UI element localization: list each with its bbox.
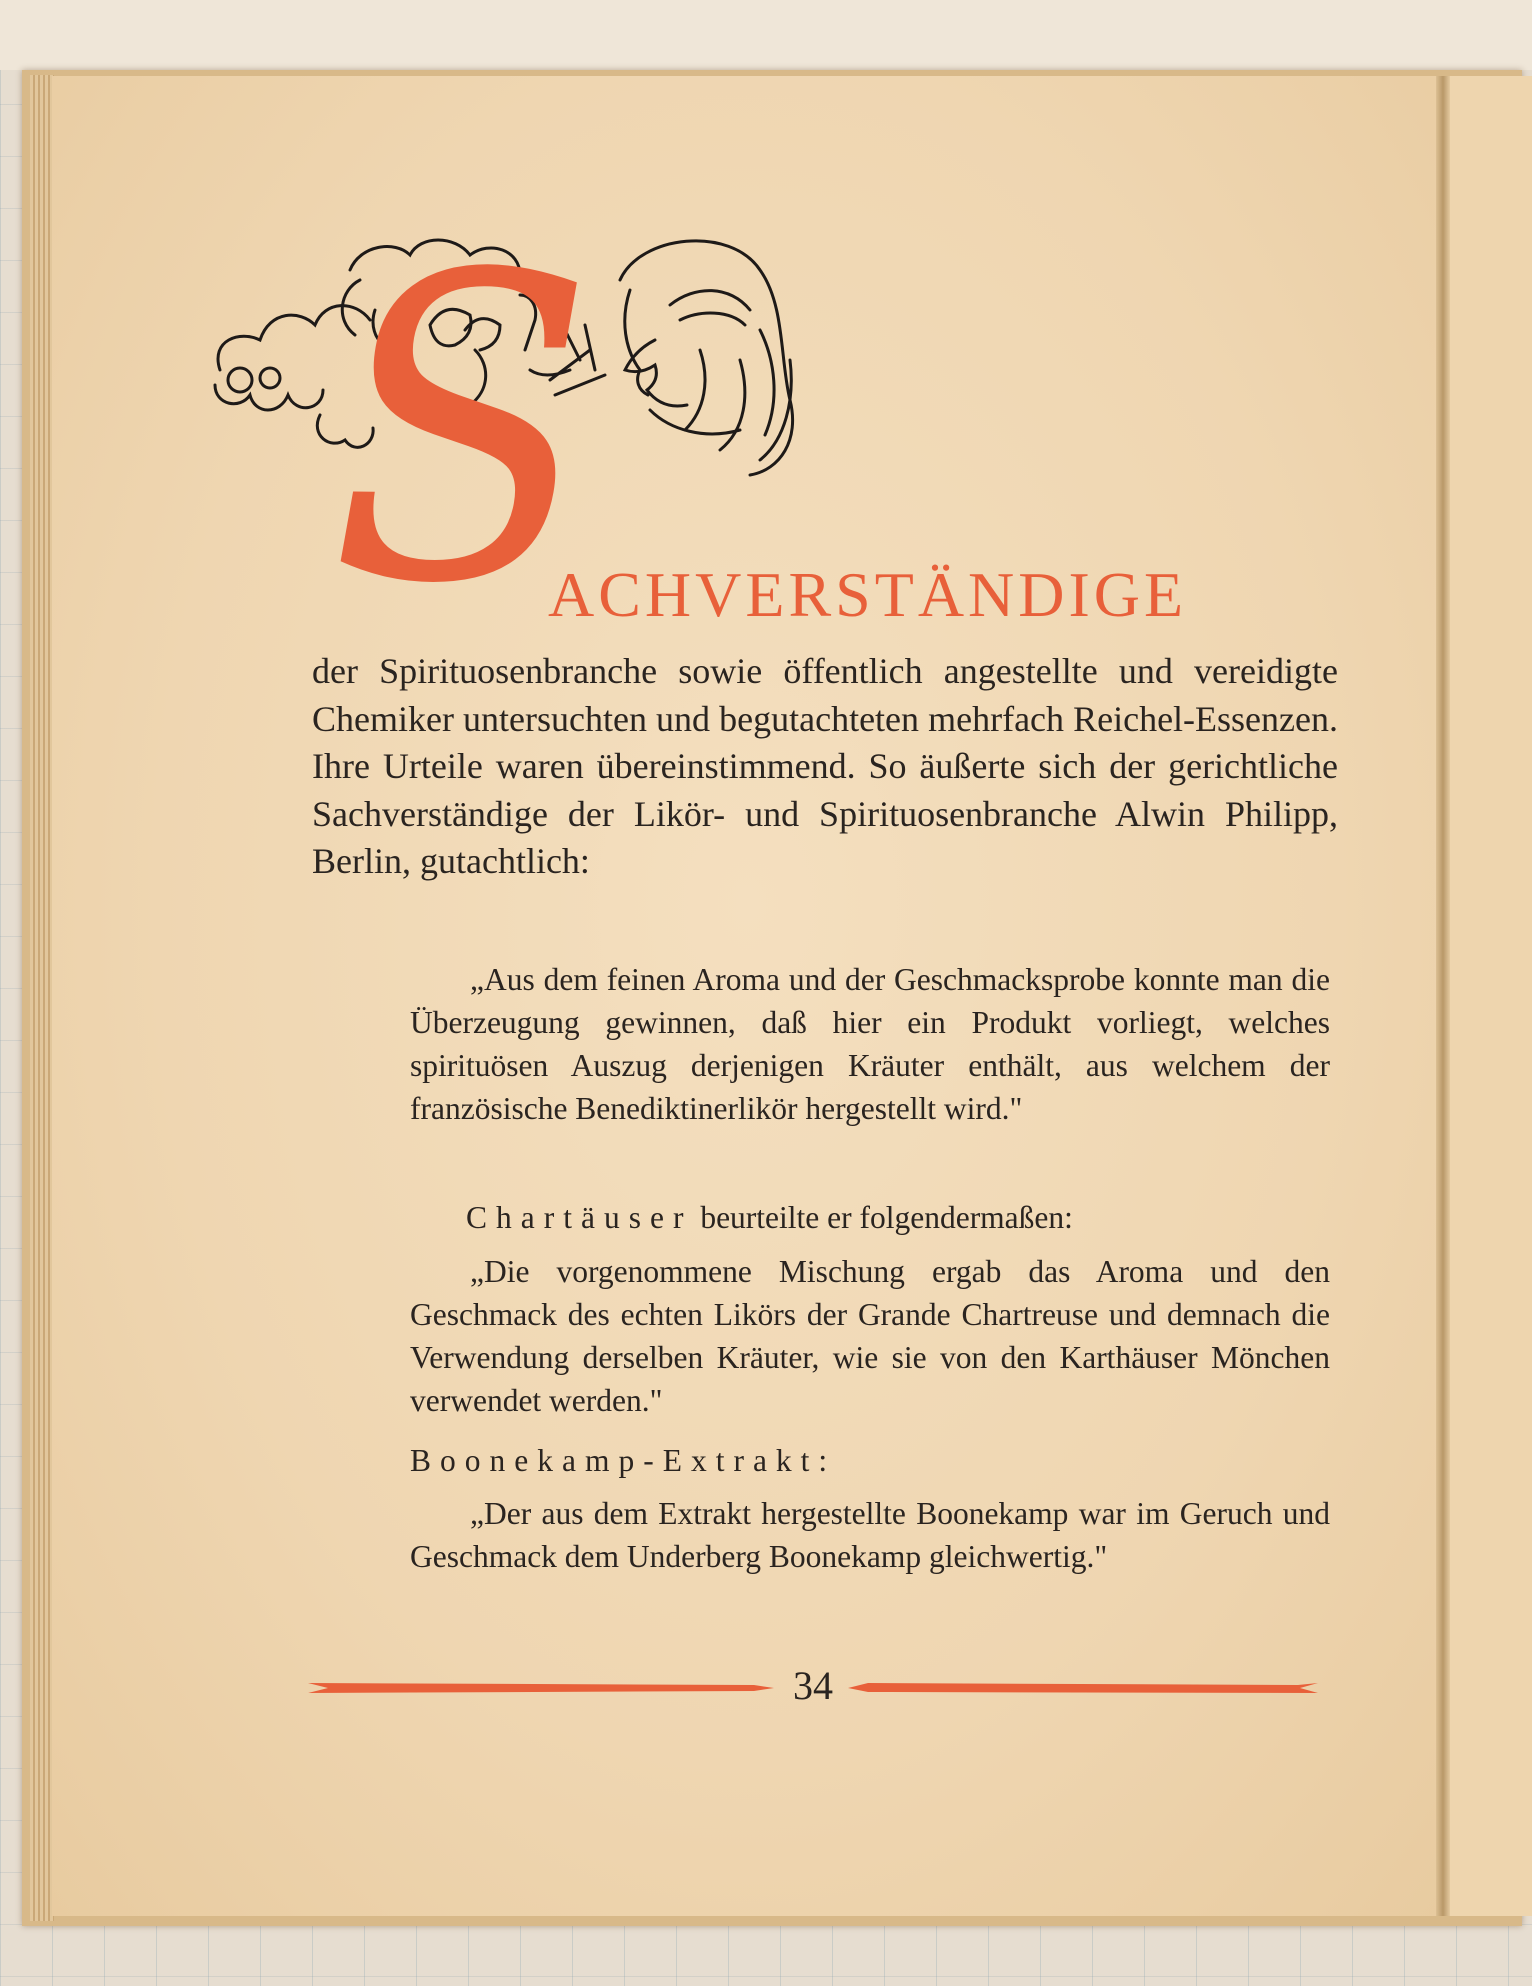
torn-paper-top xyxy=(0,0,1532,70)
drop-cap-initial: S xyxy=(329,187,595,676)
page-heading: ACHVERSTÄNDIGE xyxy=(548,559,1188,630)
footer-rule-left xyxy=(308,1680,774,1696)
boonekamp-label: Boonekamp-Extrakt: xyxy=(410,1443,837,1478)
book-gutter xyxy=(1436,76,1450,1916)
chartreuse-text: beurteilte er folgendermaßen: xyxy=(700,1200,1073,1235)
quote-benedictine: „Aus dem feinen Aroma und der Geschmacksprobe konnte man die Überzeugung gewinnen, daß hier ein Produkt vorliegt, welches spirituösen Auszug derjenigen Kräuter enthält, aus welchem der französische Benediktinerlikör hergestellt wird." xyxy=(410,962,1330,1126)
next-page-edge xyxy=(1450,76,1532,1916)
chartreuse-label xyxy=(466,1196,1073,1239)
chartreuse-name: Chartäuser xyxy=(466,1200,693,1235)
intro-paragraph: der Spirituosenbranche sowie öffentlich angestellte und vereidigte Chemiker untersuchten und begutachteten mehrfach Reichel-Essenzen. Ihre Urteile waren übereinstimmend. So äußerte sich der gerichtliche Sachverständige der Likör- und Spirituosenbranche Alwin Philipp, Berlin, gutachtlich: xyxy=(312,651,1338,882)
quote-boonekamp: „Der aus dem Extrakt hergestellte Boonekamp war im Geruch und Geschmack dem Underberg Boonekamp gleichwertig." xyxy=(410,1496,1330,1574)
page-stack xyxy=(30,75,54,1921)
quote-chartreuse: „Die vorgenommene Mischung ergab das Aroma und den Geschmack des echten Likörs der Grande Chartreuse und demnach die Verwendung derselben Kräuter, wie sie von den Karthäuser Mönchen verwendet werden." xyxy=(410,1254,1330,1418)
page-number: 34 xyxy=(793,1663,833,1708)
footer-rule-right xyxy=(848,1680,1318,1696)
